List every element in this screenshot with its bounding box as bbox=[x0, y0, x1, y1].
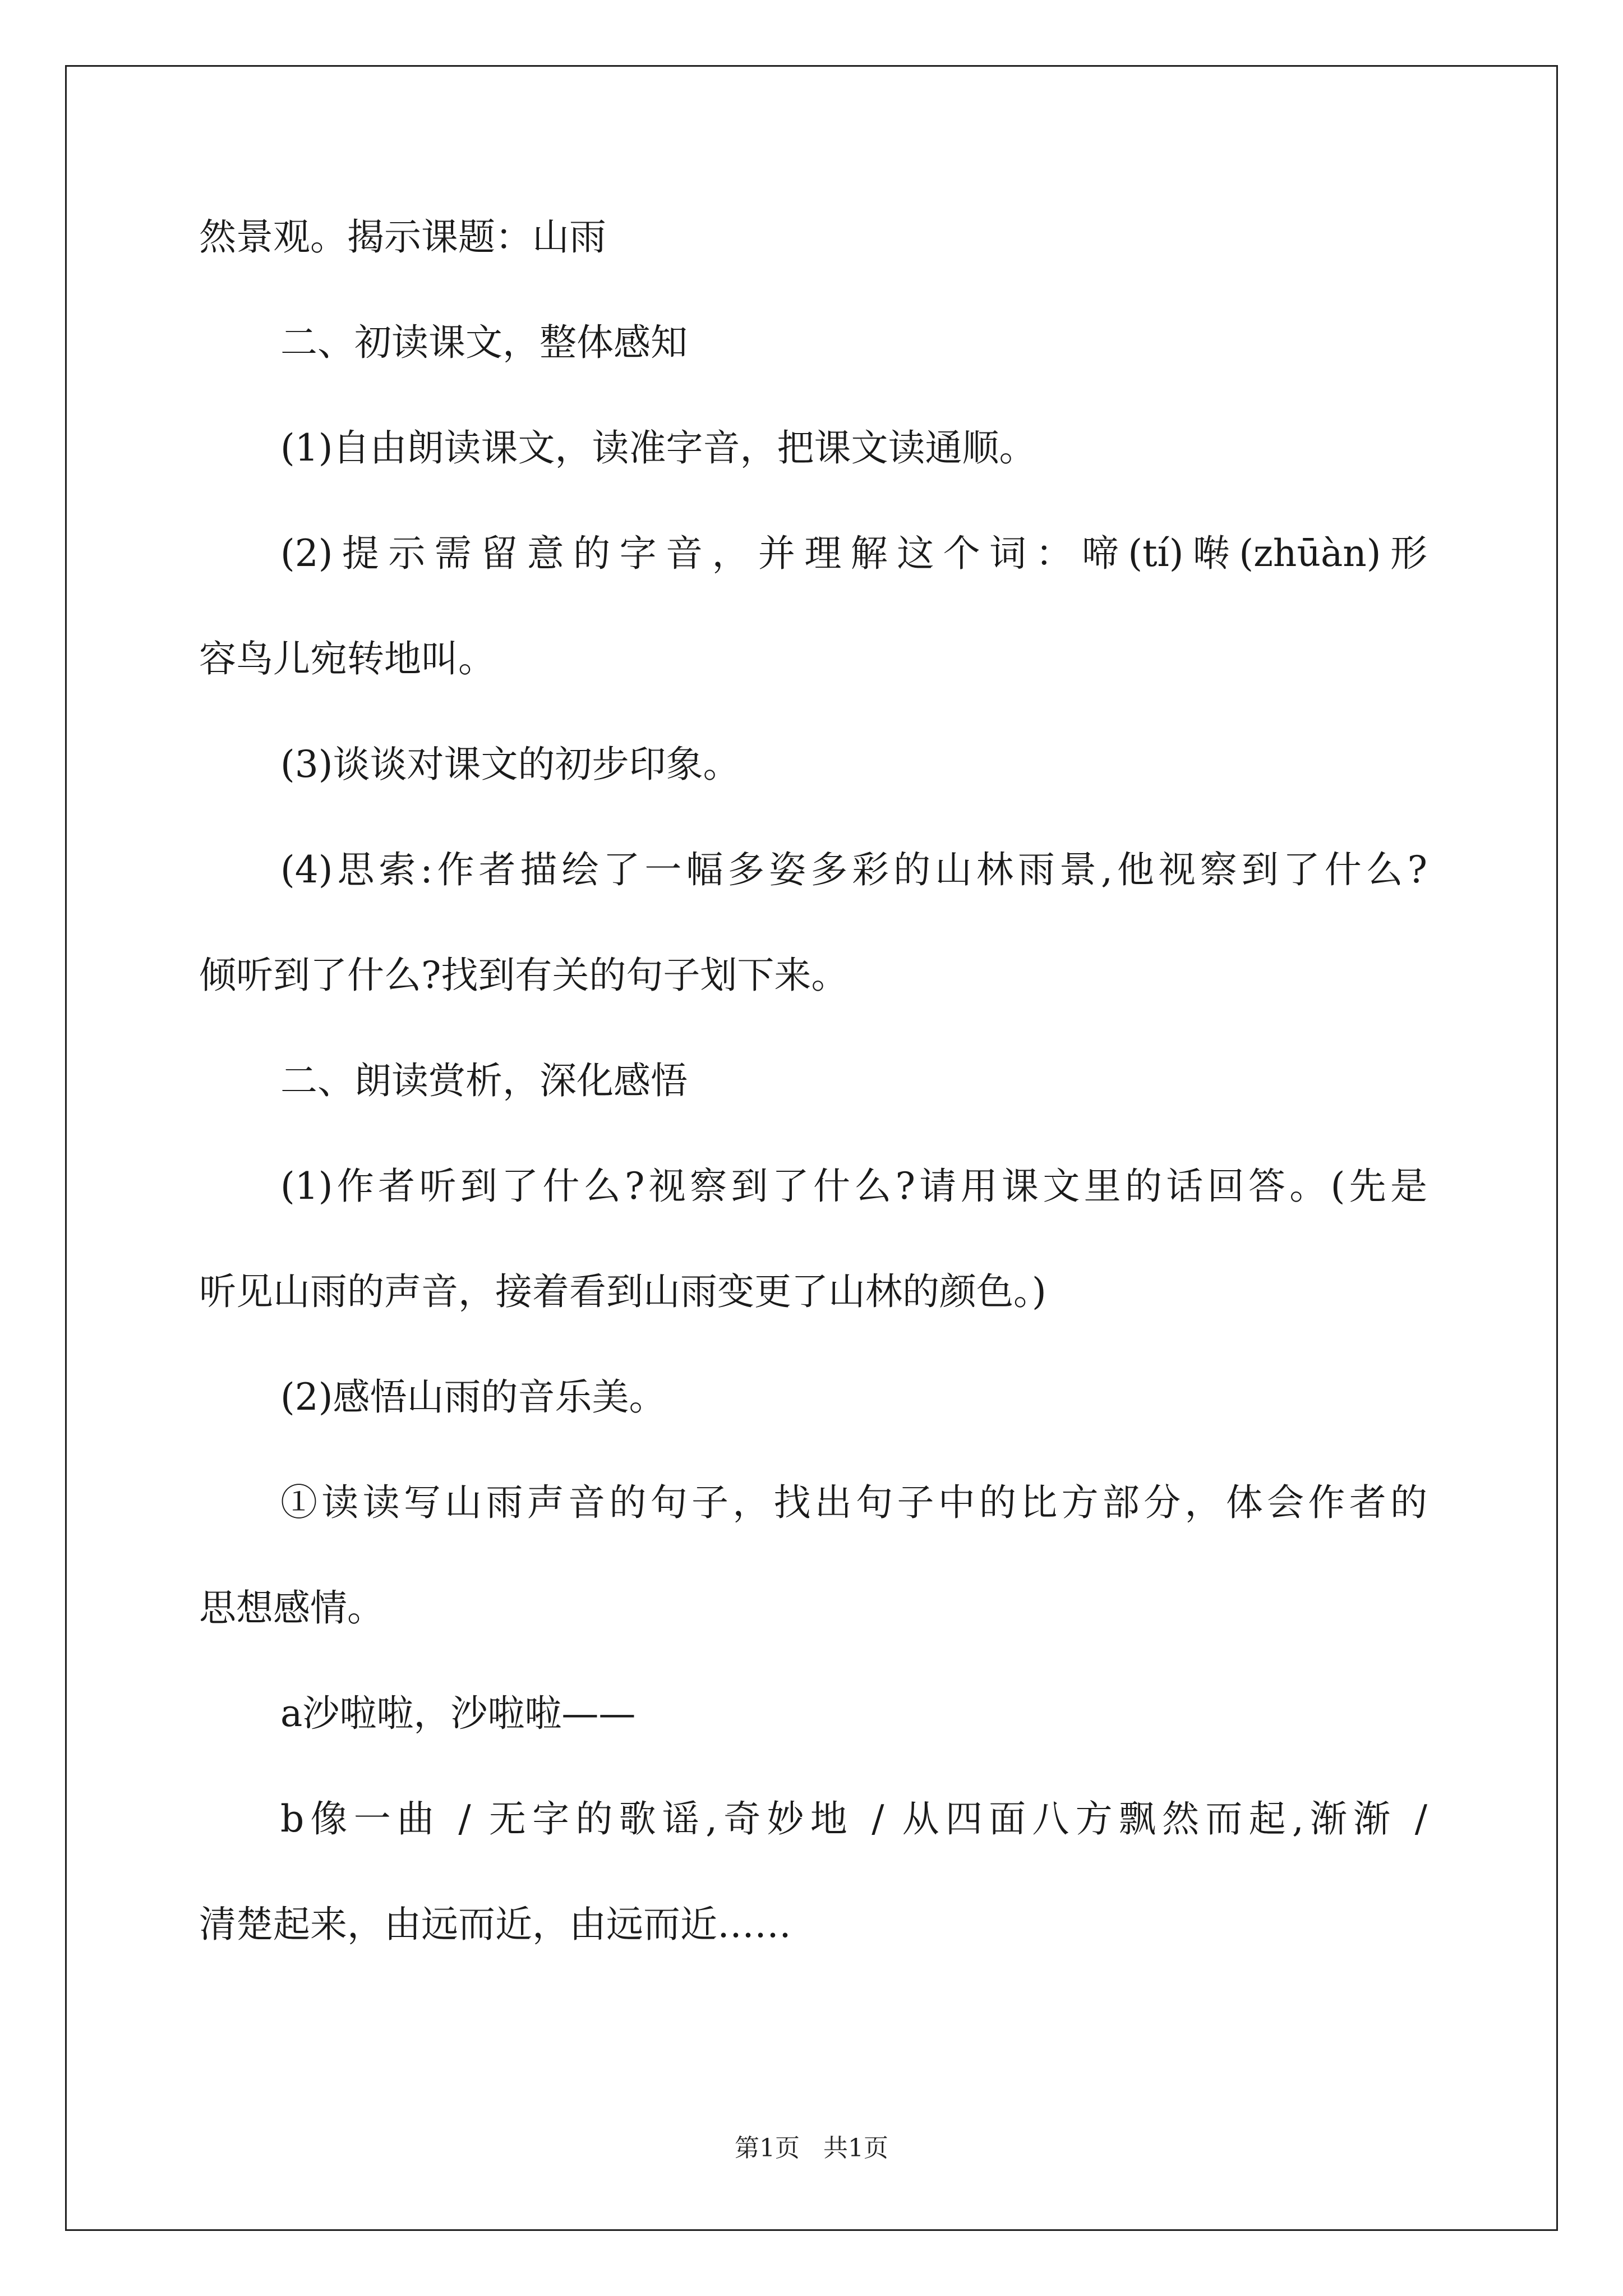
text-line: 容鸟儿宛转地叫。 bbox=[199, 637, 495, 680]
text-line: 思想感情。 bbox=[199, 1586, 384, 1630]
text-line: 清楚起来，由远而近，由远而近…… bbox=[199, 1903, 791, 1946]
text-line: 听见山雨的声音，接着看到山雨变更了山林的颜色。) bbox=[199, 1270, 1046, 1313]
text-line: (2)感悟山雨的音乐美。 bbox=[280, 1375, 666, 1419]
text-line: 倾听到了什么?找到有关的句子划下来。 bbox=[199, 954, 849, 997]
text-line: a沙啦啦，沙啦啦—— bbox=[280, 1692, 636, 1735]
text-line: b像一曲 / 无字的歌谣,奇妙地 / 从四面八方飘然而起,渐渐 / bbox=[280, 1797, 1427, 1841]
text-line: 然景观。揭示课题：山雨 bbox=[199, 215, 606, 259]
text-line: ①读读写山雨声音的句子，找出句子中的比方部分，体会作者的 bbox=[280, 1481, 1427, 1524]
page-total: 共1页 bbox=[823, 2134, 888, 2162]
page-number: 第1页 bbox=[735, 2134, 800, 2162]
section-heading: 二、朗读赏析，深化感悟 bbox=[280, 1059, 688, 1102]
text-line: (2)提示需留意的字音，并理解这个词：啼(tí)啭(zhūàn)形 bbox=[280, 532, 1427, 575]
text-line: (1)作者听到了什么?视察到了什么?请用课文里的话回答。(先是 bbox=[280, 1165, 1427, 1208]
text-line: (1)自由朗读课文，读准字音，把课文读通顺。 bbox=[280, 426, 1036, 470]
text-line: (4)思索:作者描绘了一幅多姿多彩的山林雨景,他视察到了什么? bbox=[280, 848, 1427, 891]
text-line: (3)谈谈对课文的初步印象。 bbox=[280, 743, 740, 786]
page-footer bbox=[0, 2132, 1623, 2165]
section-heading: 二、初读课文，整体感知 bbox=[280, 321, 688, 364]
